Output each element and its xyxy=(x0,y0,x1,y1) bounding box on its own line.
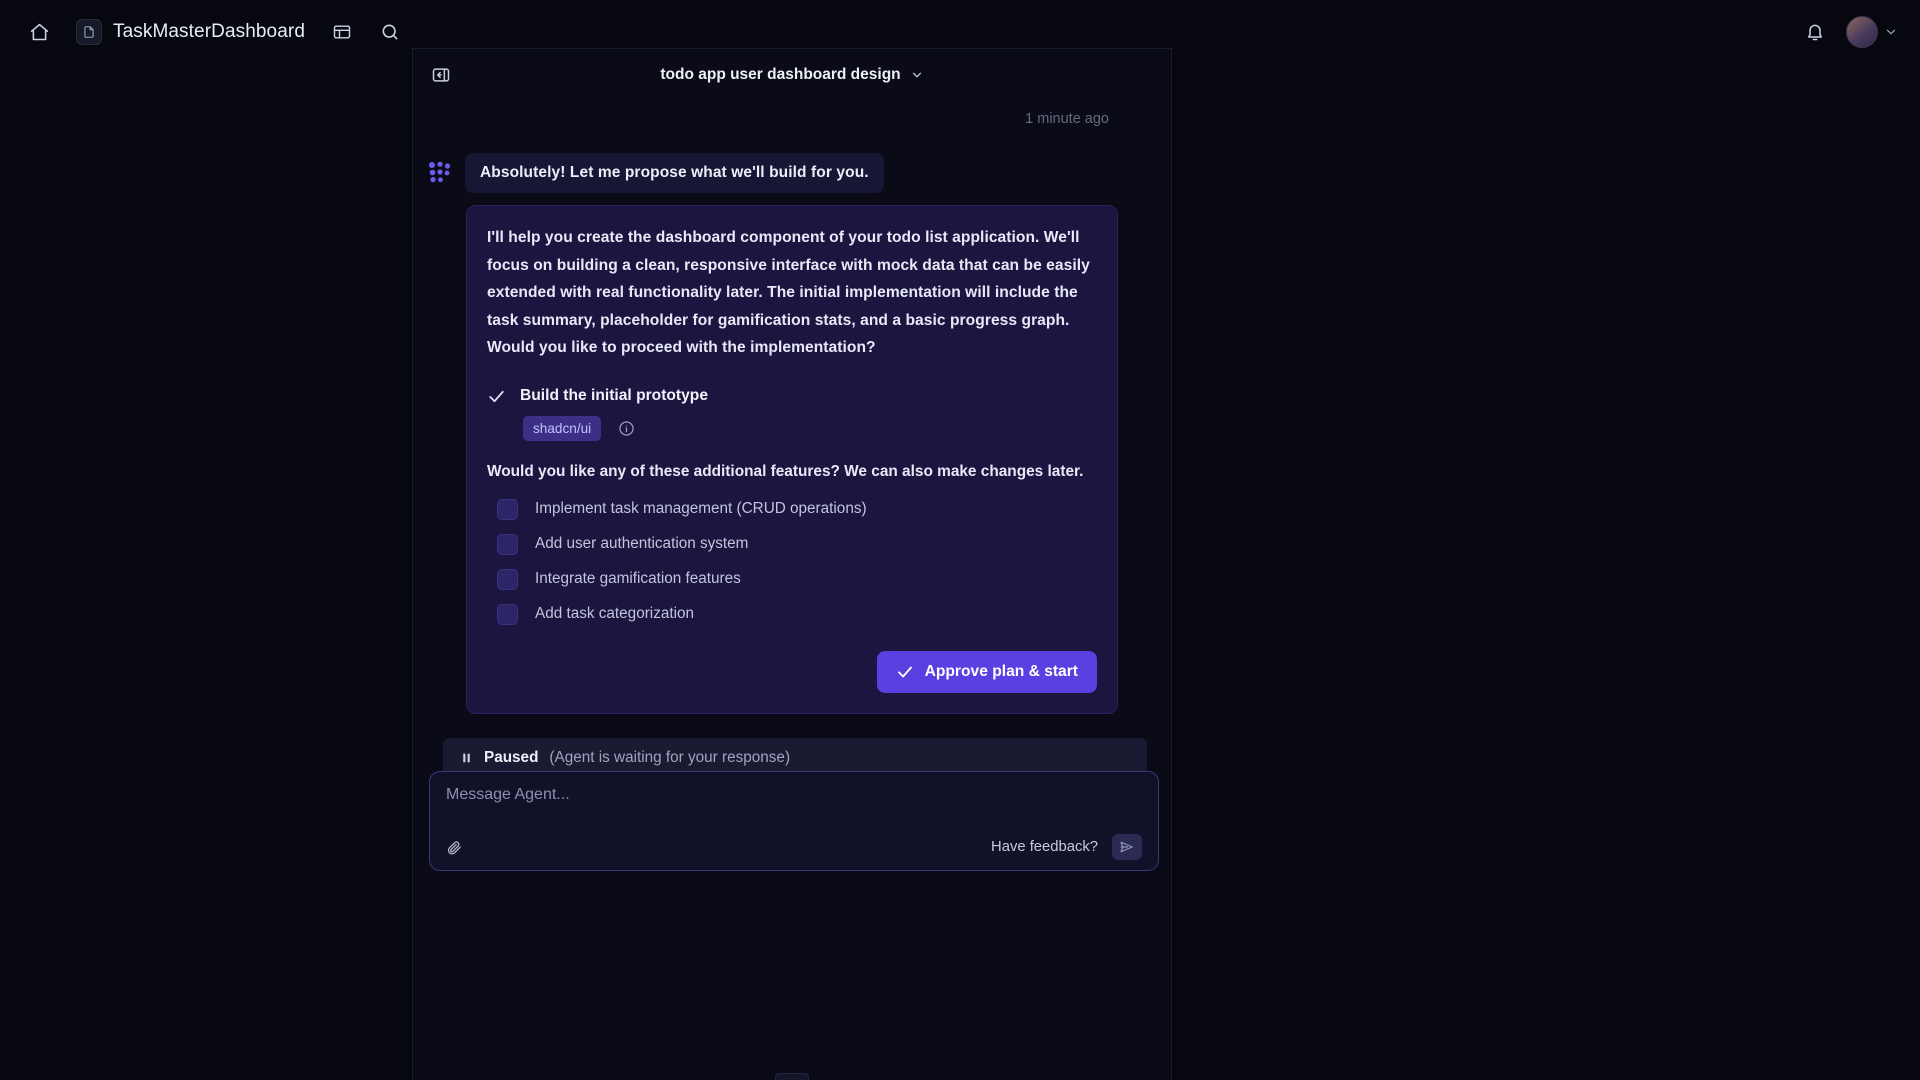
feature-option-label: Add task categorization xyxy=(535,605,695,622)
status-state: Paused xyxy=(484,749,539,766)
chat-title[interactable] xyxy=(660,66,923,84)
checkbox[interactable] xyxy=(497,499,518,520)
panel-toggle-icon[interactable] xyxy=(325,15,359,49)
check-icon xyxy=(487,387,506,406)
info-icon[interactable] xyxy=(618,420,635,437)
check-icon xyxy=(896,663,914,681)
chat-panel-header xyxy=(413,49,1171,101)
feature-option-label: Implement task management (CRUD operations) xyxy=(535,500,867,517)
feature-option-label: Add user authentication system xyxy=(535,535,749,552)
search-icon[interactable] xyxy=(373,15,407,49)
paperclip-icon[interactable] xyxy=(446,839,463,856)
features-question: Would you like any of these additional features? We can also make changes later. xyxy=(487,462,1084,480)
avatar xyxy=(1846,16,1878,48)
composer-toolbar xyxy=(446,834,1142,860)
status-detail: (Agent is waiting for your response) xyxy=(549,749,791,766)
file-icon xyxy=(76,19,102,45)
feature-options xyxy=(487,499,1097,625)
assistant-greeting: Absolutely! Let me propose what we'll build for you. xyxy=(465,153,884,193)
message-input[interactable] xyxy=(446,786,1142,804)
feature-option[interactable] xyxy=(497,604,1097,625)
message-composer[interactable] xyxy=(429,771,1159,871)
prototype-label: Build the initial prototype xyxy=(520,387,708,404)
prototype-item[interactable] xyxy=(487,387,1097,406)
checkbox[interactable] xyxy=(497,569,518,590)
approve-plan-label: Approve plan & start xyxy=(924,662,1078,680)
checkbox[interactable] xyxy=(497,604,518,625)
checkbox[interactable] xyxy=(497,534,518,555)
feature-option[interactable] xyxy=(497,569,1097,590)
user-menu[interactable] xyxy=(1846,16,1898,48)
plan-intro-text: I'll help you create the dashboard component of your todo list application. We'll focus on building a clean, responsive interface with mock data that can be easily extended with real functionality later. The initial implementation will include the task summary, placeholder for gamification stats, and a basic progress graph. Would you like to proceed with the implementation? xyxy=(487,229,1090,356)
home-icon[interactable] xyxy=(22,15,56,49)
panel-resize-handle[interactable] xyxy=(775,1073,809,1080)
feature-option[interactable] xyxy=(497,499,1097,520)
assistant-message xyxy=(427,153,1171,193)
feedback-link[interactable]: Have feedback? xyxy=(991,839,1098,855)
plan-card xyxy=(466,205,1118,714)
stack-tag[interactable]: shadcn/ui xyxy=(523,416,601,441)
project-name: TaskMasterDashboard xyxy=(113,21,305,42)
approve-plan-button[interactable] xyxy=(877,651,1097,693)
send-icon[interactable] xyxy=(1112,834,1142,860)
notifications-icon[interactable] xyxy=(1798,15,1832,49)
chat-title-text: todo app user dashboard design xyxy=(660,66,901,83)
pause-icon xyxy=(460,751,473,765)
chevron-down-icon xyxy=(910,68,924,82)
assistant-avatar-icon xyxy=(427,159,453,185)
tag-row xyxy=(523,416,1097,441)
collapse-panel-icon[interactable] xyxy=(427,61,455,89)
chat-panel xyxy=(412,48,1172,1080)
project-breadcrumb[interactable] xyxy=(70,17,311,47)
chevron-down-icon xyxy=(1884,25,1898,39)
approve-row xyxy=(487,651,1097,693)
message-timestamp: 1 minute ago xyxy=(1025,111,1109,127)
feature-option-label: Integrate gamification features xyxy=(535,570,741,587)
feature-option[interactable] xyxy=(497,534,1097,555)
